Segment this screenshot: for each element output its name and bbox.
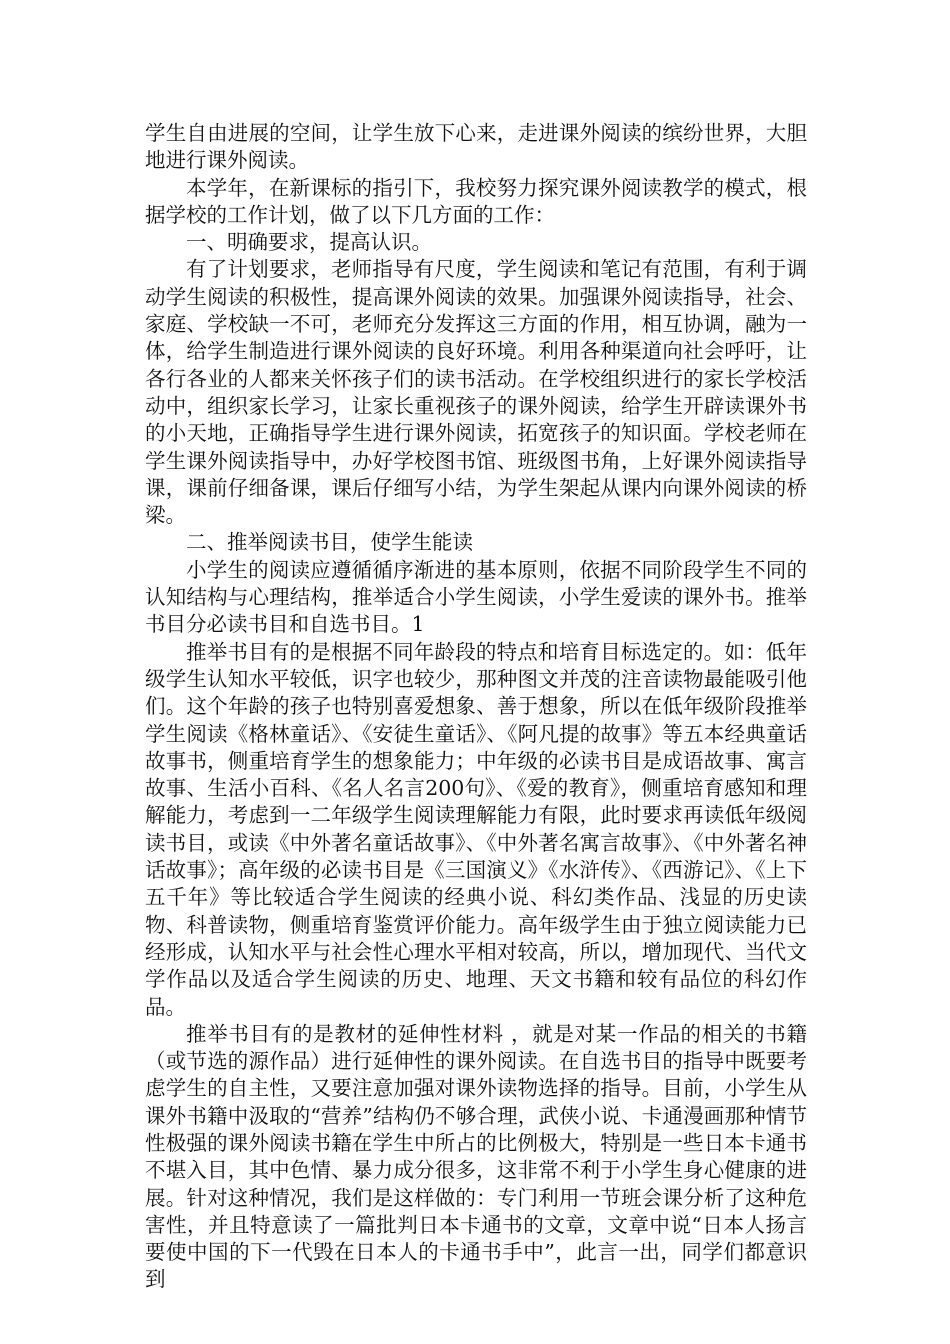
paragraph-continuation: 学生自由进展的空间，让学生放下心来，走进课外阅读的缤纷世界，大胆地进行课外阅读。 [145,121,807,173]
section-heading-1: 一、明确要求，提高认识。 [186,230,432,255]
section-heading-2: 二、推举阅读书目，使学生能读 [186,530,473,555]
document-body [145,120,807,1294]
paragraph-intro: 本学年，在新课标的指引下，我校努力探究课外阅读教学的模式，根据学校的工作计划，做了以下几方面的工作： [145,175,807,227]
paragraph-section-1: 有了计划要求，老师指导有尺度，学生阅读和笔记有范围，有利于调动学生阅读的积极性，提高课外阅读的效果。加强课外阅读指导，社会、家庭、学校缺一不可，老师充分发挥这三方面的作用，相互协调，融为一体，给学生制造进行课外阅读的良好环境。利用各种渠道向社会呼吁，让各行各业的人都来关怀孩子们的读书活动。在学校组织进行的家长学校活动中，组织家长学习，让家长重视孩子的课外阅读，给学生开辟读课外书的小天地，正确指导学生进行课外阅读，拓宽孩子的知识面。学校老师在学生课外阅读指导中，办好学校图书馆、班级图书角，上好课外阅读指导课，课前仔细备课，课后仔细写小结，为学生架起从课内向课外阅读的桥梁。 [145,257,807,528]
paragraph-booklist-extension: 推举书目有的是教材的延伸性材料 ，就是对某一作品的相关的书籍（或节选的源作品）进行延伸性的课外阅读。在自选书目的指导中既要考虑学生的自主性，又要注意加强对课外读物选择的指导。目前，小学生从课外书籍中汲取的“营养”结构仍不够合理，武侠小说、卡通漫画那种情节性极强的课外阅读书籍在学生中所占的比例极大，特别是一些日本卡通书不堪入目，其中色情、暴力成分很多，这非常不利于小学生身心健康的进展。针对这种情况，我们是这样做的：专门利用一节班会课分析了这种危害性，并且特意读了一篇批判日本卡通书的文章，文章中说“日本人扬言要使中国的下一代毁在日本人的卡通书手中”，此言一出，同学们都意识到 [145,1021,807,1292]
paragraph-reading-principle: 小学生的阅读应遵循循序渐进的基本原则，依据不同阶段学生不同的认知结构与心理结构，推举适合小学生阅读，小学生爱读的课外书。推举书目分必读书目和自选书目。1 [145,557,807,637]
paragraph-booklist-by-age: 推举书目有的是根据不同年龄段的特点和培育目标选定的。如：低年级学生认知水平较低，识字也较少，那种图文并茂的注音读物最能吸引他们。这个年龄的孩子也特别喜爱想象、善于想象，所以在低年级阶段推举学生阅读《格林童话》、《安徒生童话》、《阿凡提的故事》等五本经典童话故事书，侧重培育学生的想象能力；中年级的必读书目是成语故事、寓言故事、生活小百科、《名人名言200句》、《爱的教育》，侧重培育感知和理解能力，考虑到一二年级学生阅读理解能力有限，此时要求再读低年级阅读书目，或读《中外著名童话故事》、《中外著名寓言故事》、《中外著名神话故事》；高年级的必读书目是《三国演义》《水浒传》、《西游记》、《上下五千年》等比较适合学生阅读的经典小说、科幻类作品、浅显的历史读物、科普读物，侧重培育鉴赏评价能力。高年级学生由于独立阅读能力已经形成，认知水平与社会性心理水平相对较高，所以，增加现代、当代文学作品以及适合学生阅读的历史、地理、天文书籍和较有品位的科幻作品。 [145,639,807,1019]
